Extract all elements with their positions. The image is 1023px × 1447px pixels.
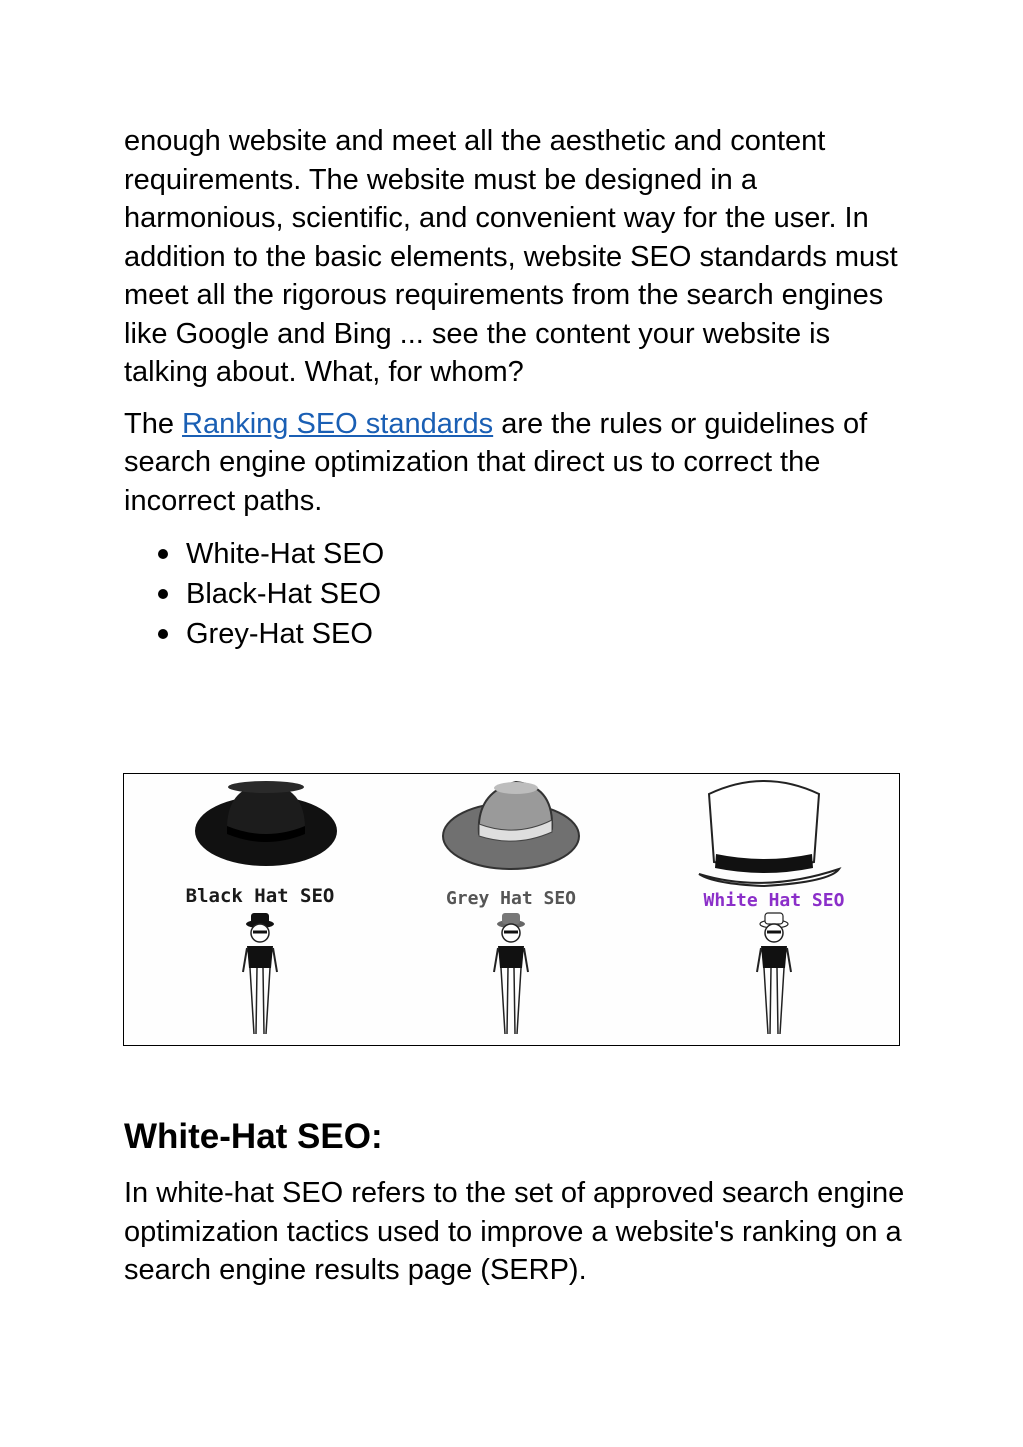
black-hat-label: Black Hat SEO xyxy=(185,885,335,907)
grey-hat-label: Grey Hat SEO xyxy=(445,888,577,909)
white-hat-label: White Hat SEO xyxy=(703,890,845,911)
document-page xyxy=(124,122,914,654)
grey-hat-character-icon xyxy=(494,913,528,1034)
hats-svg xyxy=(124,774,899,1045)
black-hat-icon xyxy=(195,781,337,866)
ranking-paragraph-start: The xyxy=(124,407,183,440)
list-item xyxy=(186,614,914,654)
hat-type-list xyxy=(124,534,914,654)
list-item-label: White-Hat SEO xyxy=(186,538,385,570)
bullet-icon xyxy=(158,629,168,639)
bullet-icon xyxy=(158,589,168,599)
list-item-label: Grey-Hat SEO xyxy=(186,618,373,650)
grey-hat-icon xyxy=(443,782,579,869)
list-item xyxy=(186,574,914,614)
intro-paragraph: enough website and meet all the aesthetic and content requirements. The website must be designed in a harmonious, scientific, and convenient way for the user. In addition to the basic elements, website SEO standards must meet all the rigorous requirements from the search engines like Google and Bing ... see the content your website is talking about. What, for whom? xyxy=(124,125,898,388)
seo-hats-illustration xyxy=(123,773,900,1046)
ranking-paragraph xyxy=(124,405,914,521)
ranking-seo-standards-link[interactable]: Ranking SEO standards xyxy=(182,407,494,440)
white-hat-character-icon xyxy=(757,913,791,1034)
ranking-paragraph-end: are the rules or guidelines of search engine optimization that direct us to correct the incorrect paths. xyxy=(124,407,868,517)
white-hat-icon xyxy=(699,781,839,886)
list-item-label: Black-Hat SEO xyxy=(186,578,381,610)
white-hat-section xyxy=(124,1115,914,1290)
bullet-icon xyxy=(158,549,168,559)
black-hat-character-icon xyxy=(243,913,277,1034)
section-paragraph: In white-hat SEO refers to the set of approved search engine optimization tactics used to improve a website's ranking on a search engine results page (SERP). xyxy=(124,1177,905,1286)
section-heading: White-Hat SEO: xyxy=(124,1117,383,1156)
list-item xyxy=(186,534,914,574)
